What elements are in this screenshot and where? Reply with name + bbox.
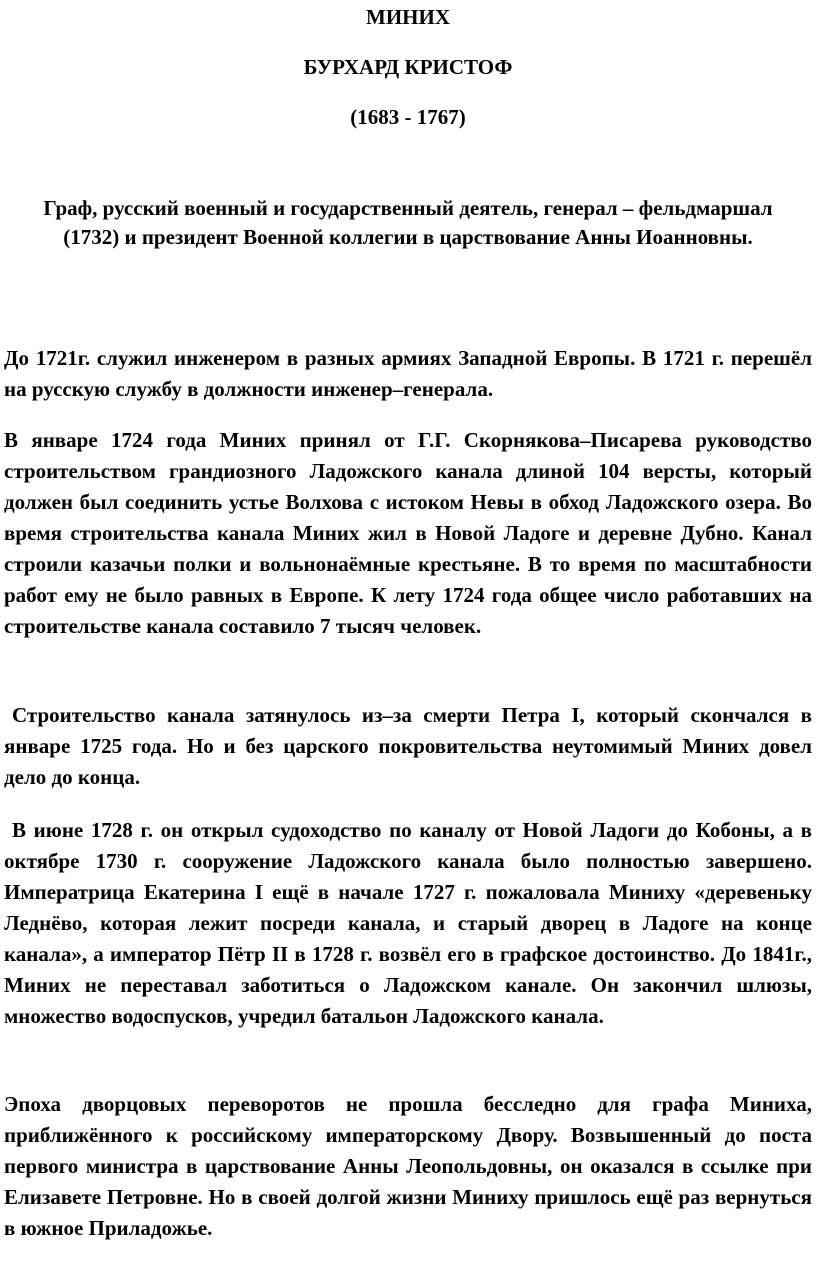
- document-title-given-names: БУРХАРД КРИСТОФ: [303, 55, 513, 79]
- paragraph-canal-completion: В июне 1728 г. он открыл судоходство по каналу от Новой Ладоги до Кобоны, а в октябре 1730 г. сооружение Ладожского канала было полностью завершено. Императрица Екатерина I ещё в начале 1727 г. пожаловала Миниху «деревеньку Леднёво, которая лежит посреди канала, и старый дворец в Ладоге на конце канала», а император Пётр II в 1728 г. возвёл его в графское достоинство. До 1841г., Миних не переставал заботиться о Ладожском канале. Он закончил шлюзы, множество водоспусков, учредил батальон Ладожского канала.: [4, 818, 812, 1028]
- paragraph-palace-coups: Эпоха дворцовых переворотов не прошла бесследно для графа Миниха, приближённого к российскому императорскому Двору. Возвышенный до поста первого министра в царствование Анны Леопольдовны, он оказался в ссылке при Елизавете Петровне. Но в своей долгой жизни Миниху пришлось ещё раз вернуться в южное Приладожье.: [4, 1092, 812, 1240]
- document-subtitle: Граф, русский военный и государственный деятель, генерал – фельдмаршал (1732) и президент Военной коллегии в царствование Анны Иоанновны.: [43, 196, 773, 249]
- document-life-years: (1683 - 1767): [350, 105, 466, 129]
- paragraph-early-career: До 1721г. служил инженером в разных армиях Западной Европы. В 1721 г. перешёл на русскую службу в должности инженер–генерала.: [4, 346, 812, 401]
- paragraph-canal-construction: В январе 1724 года Миних принял от Г.Г. Скорнякова–Писарева руководство строительством грандиозного Ладожского канала длиной 104 версты, который должен был соединить устье Волхова с истоком Невы в обход Ладожского озера. Во время строительства канала Миних жил в Новой Ладоге и деревне Дубно. Канал строили казачьи полки и вольнонаёмные крестьяне. В то время по масштабности работ ему не было равных в Европе. К лету 1724 года общее число работавших на строительстве канала составило 7 тысяч человек.: [4, 428, 812, 638]
- document-title-surname: МИНИХ: [366, 5, 450, 29]
- paragraph-peter-death: Строительство канала затянулось из–за смерти Петра I, который скончался в январе 1725 года. Но и без царского покровительства неутомимый Миних довел дело до конца.: [4, 703, 812, 789]
